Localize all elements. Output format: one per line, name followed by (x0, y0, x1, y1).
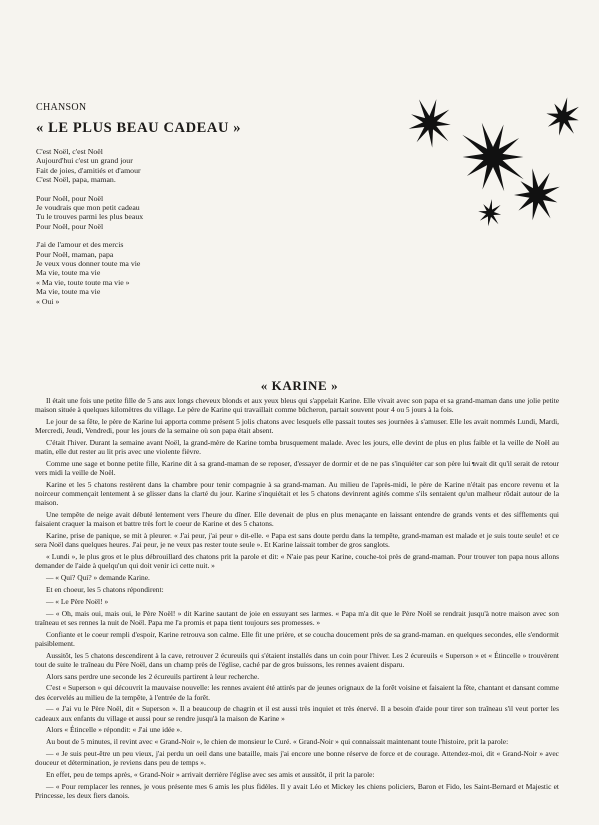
story-title: « KARINE » (260, 378, 339, 393)
story-paragraph: Une tempête de neige avait débuté lentement vers l'heure du dîner. Elle devenait de plus en plus menaçante en laissant entendre de grands vents et des sifflements qui faisaient craquer la maison et battre très fort le coeur de Karine et des 5 chatons. (35, 510, 559, 529)
lyric-line: Ma vie, toute ma vie (36, 287, 101, 297)
star-icon (514, 168, 560, 220)
song-lyrics (36, 147, 296, 315)
story-paragraph: Alors sans perdre une seconde les 2 écureuils partirent à leur recherche. (46, 671, 260, 681)
lyric-line: Je voudrais que mon petit cadeau (36, 203, 140, 213)
lyric-line: Aujourd'hui c'est un grand jour (36, 156, 133, 166)
lyric-line: Tu le trouves parmi les plus beaux (36, 212, 144, 222)
lyric-line: Pour Noël, pour Noël (36, 193, 104, 203)
lyric-line: Pour Noël, pour Noël (36, 221, 104, 231)
story-paragraph: Confiante et le coeur rempli d'espoir, Karine retrouva son calme. Elle fit une prière, et se coucha doucement près de sa grand-maman. en quelques secondes, elle s'endormit paisiblement. (35, 629, 559, 648)
lyric-line: C'est Noël, papa, maman. (36, 175, 116, 185)
lyric-line: C'est Noël, c'est Noël (36, 147, 103, 156)
stars-cluster-icon (395, 95, 585, 235)
story-paragraph: Et en choeur, les 5 chatons répondirent: (46, 585, 164, 594)
story-paragraph: Alors « Étincelle » répondit: « J'ai une idée ». (46, 725, 183, 735)
story-paragraph: C'est « Superson » qui découvrit la mauvaise nouvelle: les rennes avaient été attirés par de jeunes orignaux de la forêt voisine et faisaient la fête, chantant et dansant comme des écervelés au milieu de la tempête, à l'entrée de la forêt. (35, 683, 559, 702)
story-paragraph: Karine et les 5 chatons restèrent dans la chambre pour tenir compagnie à sa grand-maman. Au milieu de l'après-midi, le père de Karine n'était pas encore revenu et la noirceur commençait lentement à se glisser dans la clarté du jour. Karine s'inquiétait et les 5 chatons devinrent agités comme s'ils sentaient qu'un malheur rôdait autour de la maison. (35, 480, 559, 508)
lyric-line: « Ma vie, toute toute ma vie » (36, 277, 130, 287)
story-paragraph: Le jour de sa fête, le père de Karine lui apporta comme présent 5 jolis chatons avec lesquels elle passait toutes ses journées à s'amuser. Elle les avait nommés Lundi, Mardi, Mercredi, Jeudi, Vendredi, pour les jours de la semaine où son papa était absent. (35, 417, 559, 436)
lyric-line: Fait de joies, d'amitiés et d'amour (36, 165, 141, 175)
story-paragraph: — « Pour remplacer les rennes, je vous présente mes 6 amis les plus fidèles. Il y avait Léo et Mickey les chiens policiers, Baron et Fido, les Saint-Bernard et Majestic et Princesse, les deux fiers danois. (35, 781, 559, 800)
story-paragraph: Aussitôt, les 5 chatons descendirent à la cave, retrouver 2 écureuils qui s'étaient installés dans un coin pour l'hiver. Les 2 écureuils « Superson » et « Étincelle » trouvèrent tout de suite le traîneau du Père Noël, dans un champ près de l'église, caché par de gros buissons, les rennes avaient disparu. (35, 650, 559, 669)
star-icon (409, 99, 451, 148)
story-paragraph: — « Oh, mais oui, mais oui, le Père Noël! » dit Karine sautant de joie en essuyant ses larmes. « Papa m'a dit que le Père Noël se rendrait jusqu'à notre maison avec son traîneau et ses rennes la nuit de Noël. Papa me l'a promis et papa tient toujours ses promesses. » (35, 608, 559, 627)
story-paragraph: En effet, peu de temps après, « Grand-Noir » arrivait derrière l'église avec ses amis et aussitôt, il prit la parole: (46, 769, 375, 779)
lyric-line: Pour Noël, maman, papa (36, 249, 114, 259)
song-section-label: CHANSON (36, 102, 87, 113)
stanza (36, 147, 296, 185)
story-paragraph: Au bout de 5 minutes, il revint avec « Grand-Noir », le chien de monsieur le Curé. « Grand-Noir » qui connaissait maintenant toute l'histoire, prit la parole: (46, 737, 509, 747)
lyric-line: J'ai de l'amour et des mercis (36, 240, 124, 250)
star-icon (462, 123, 523, 192)
lyric-line: Ma vie, toute ma vie (36, 268, 101, 278)
lyric-line: « Oui » (36, 296, 60, 306)
story-body (35, 396, 559, 803)
story-paragraph: C'était l'hiver. Durant la semaine avant Noël, la grand-mère de Karine tomba brusquement malade. Avec les jours, elle devint de plus en plus faible et la veille de Noël au matin, elle dut rester au lit pris avec une violente fièvre. (35, 438, 559, 457)
stanza (36, 194, 296, 232)
story-paragraph: Comme une sage et bonne petite fille, Karine dit à sa grand-maman de se reposer, d'essayer de dormir et de ne pas s'inquiéter car son père lui avait dit qu'il serait de retour vers midi la veille de Noël. (35, 459, 559, 478)
story-paragraph: — « Qui? Qui? » demande Karine. (46, 573, 150, 583)
song-title: « LE PLUS BEAU CADEAU » (36, 120, 242, 136)
story-paragraph: — « Le Père Noël! » (46, 596, 109, 606)
story-paragraph: Karine, prise de panique, se mit à pleurer. « J'ai peur, j'ai peur » dit-elle. « Papa est sans doute perdu dans la tempête, grand-maman est malade et je suis toute seule! et ce sera Noël dans quelques heures. J'ai peur, je ne veux pas rester toute seule ». Et Karine laissait tomber de gros sanglots. (35, 531, 559, 550)
star-icon (478, 199, 501, 226)
story-paragraph: Il était une fois une petite fille de 5 ans aux longs cheveux blonds et aux yeux bleus qui s'appelait Karine. Elle vivait avec son papa et sa grand-maman dans une jolie petite maison située à quelques kilomètres du village. Le père de Karine qui travaillait comme bûcheron, partait souvent pour 4 ou 5 jours à la fois. (35, 396, 559, 415)
lyric-line: Je veux vous donner toute ma vie (36, 259, 141, 269)
story-paragraph: — « Je suis peut-être un peu vieux, j'ai perdu un oeil dans une bataille, mais j'ai encore une bonne réserve de force et de courage. Attendez-moi, dit « Grand-Noir » avec douceur et détermination, je reviens dans peu de temps ». (35, 748, 559, 768)
story-paragraph: — « J'ai vu le Père Noël, dit « Superson ». Il a beaucoup de chagrin et il est aussi très inquiet et très énervé. Il a besoin d'aide pour tirer son traîneau s'il veut porter les cadeaux aux enfants du village et aussi pour se rendre jusqu'à la maison de Karine » (35, 704, 559, 723)
story-paragraph: « Lundi », le plus gros et le plus débrouillard des chatons prit la parole et dit: « N'aie pas peur Karine, couche-toi près de grand-maman. Pour trouver ton papa nous allons demander de l'aide à quelqu'un qui doit venir ici cette nuit. » (35, 552, 559, 571)
star-icon (546, 97, 579, 135)
stanza (36, 240, 296, 306)
